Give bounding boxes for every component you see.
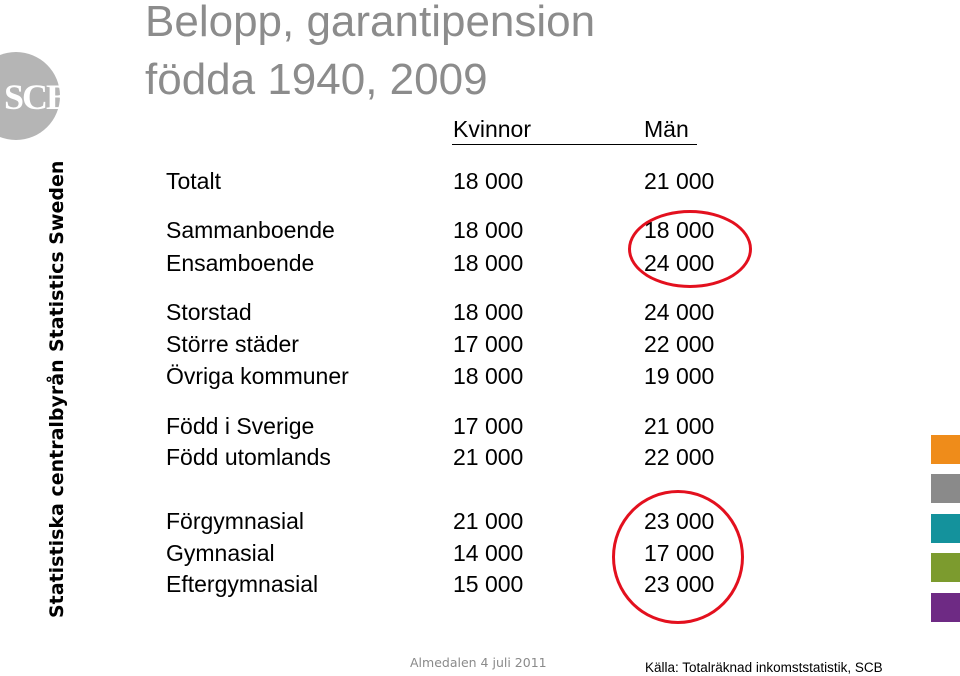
row-label: Ensamboende xyxy=(166,250,315,276)
highlight-circle-household xyxy=(628,210,752,288)
side-text-statistics-sweden xyxy=(46,160,72,352)
value-kvinnor: 18 000 xyxy=(453,168,524,194)
scb-logo xyxy=(0,52,69,140)
color-square-orange xyxy=(931,435,960,464)
value-kvinnor: 18 000 xyxy=(453,363,524,389)
row-label: Förgymnasial xyxy=(166,508,305,534)
side-text-statistiska-centralbyran xyxy=(46,359,72,618)
row-label: Storstad xyxy=(166,299,252,325)
header-underline xyxy=(452,144,697,145)
side-text-line-1: Statistics Sweden xyxy=(46,160,68,352)
row-label: Sammanboende xyxy=(166,217,335,243)
row-label: Totalt xyxy=(166,168,221,194)
value-kvinnor: 21 000 xyxy=(453,444,524,470)
color-square-purple xyxy=(931,593,960,622)
value-man: 22 000 xyxy=(644,444,715,470)
value-man: 24 000 xyxy=(644,250,715,276)
value-kvinnor: 18 000 xyxy=(453,217,524,243)
color-square-teal xyxy=(931,514,960,543)
footer-event-date: Almedalen 4 juli 2011 xyxy=(410,655,547,670)
highlight-circle-education xyxy=(612,490,744,624)
value-kvinnor: 17 000 xyxy=(453,413,524,439)
value-man: 22 000 xyxy=(644,331,715,357)
value-man: 23 000 xyxy=(644,508,715,534)
side-text-line-2: Statistiska centralbyrån xyxy=(46,359,68,618)
row-label: Övriga kommuner xyxy=(166,363,349,389)
value-kvinnor: 18 000 xyxy=(453,299,524,325)
row-label: Gymnasial xyxy=(166,540,275,566)
row-label: Eftergymnasial xyxy=(166,571,319,597)
color-square-green xyxy=(931,553,960,582)
value-man: 21 000 xyxy=(644,168,715,194)
row-label: Född utomlands xyxy=(166,444,331,470)
value-man: 24 000 xyxy=(644,299,715,325)
value-man: 17 000 xyxy=(644,540,715,566)
value-man: 19 000 xyxy=(644,363,715,389)
value-man: 18 000 xyxy=(644,217,715,243)
value-man: 21 000 xyxy=(644,413,715,439)
value-kvinnor: 18 000 xyxy=(453,250,524,276)
row-label: Större städer xyxy=(166,331,299,357)
column-header-man: Män xyxy=(644,116,689,142)
column-header-kvinnor: Kvinnor xyxy=(453,116,531,142)
row-label: Född i Sverige xyxy=(166,413,315,439)
value-kvinnor: 14 000 xyxy=(453,540,524,566)
slide-title-line-1: Belopp, garantipension xyxy=(145,0,596,46)
value-kvinnor: 21 000 xyxy=(453,508,524,534)
color-square-gray xyxy=(931,474,960,503)
value-kvinnor: 15 000 xyxy=(453,571,524,597)
value-kvinnor: 17 000 xyxy=(453,331,524,357)
value-man: 23 000 xyxy=(644,571,715,597)
scb-logo-text: SCB xyxy=(4,77,69,117)
footer-source: Källa: Totalräknad inkomststatistik, SCB xyxy=(645,660,883,675)
slide-title-line-2: födda 1940, 2009 xyxy=(145,55,488,104)
